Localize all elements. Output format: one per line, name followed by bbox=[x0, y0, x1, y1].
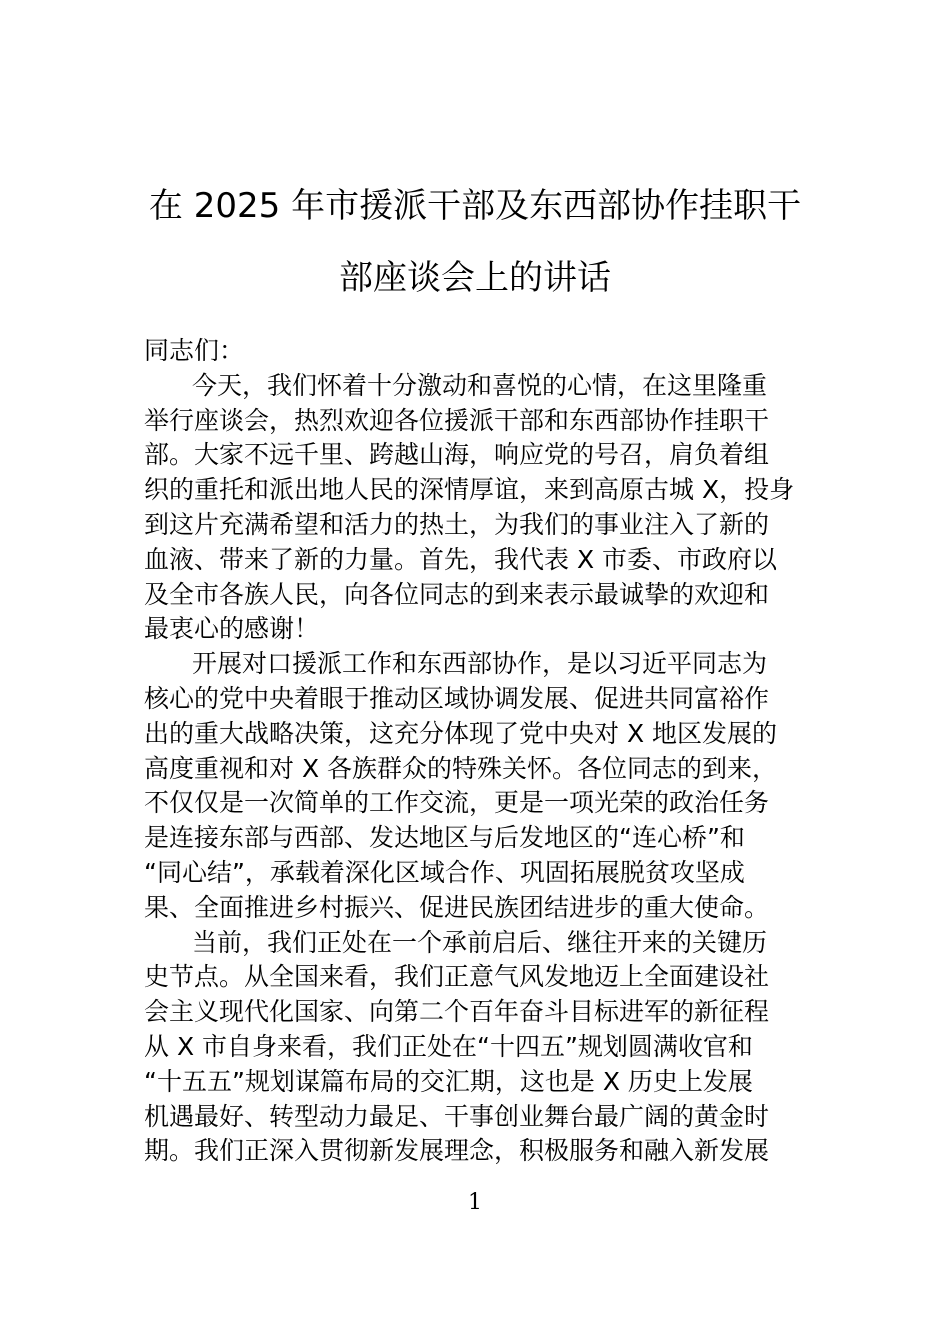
paragraph-3-line-3: 会主义现代化国家、向第二个百年奋斗目标进军的新征程 bbox=[144, 997, 770, 1027]
paragraph-2-line-1: 开展对口援派工作和东西部协作，是以习近平同志为 bbox=[192, 649, 768, 679]
document-body bbox=[144, 334, 809, 1169]
paragraph-2-line-5: 不仅仅是一次简单的工作交流，更是一项光荣的政治任务 bbox=[144, 788, 770, 818]
title-line-2: 部座谈会上的讲话 bbox=[339, 258, 611, 298]
paragraph-1-line-1: 今天，我们怀着十分激动和喜悦的心情，在这里隆重 bbox=[192, 370, 768, 400]
paragraph-1-line-2: 举行座谈会，热烈欢迎各位援派干部和东西部协作挂职干 bbox=[144, 405, 770, 435]
paragraph-1-line-5: 到这片充满希望和活力的热土，为我们的事业注入了新的 bbox=[144, 509, 770, 539]
paragraph-3-line-5: “十五五”规划谋篇布局的交汇期，这也是 X 历史上发展 bbox=[144, 1066, 753, 1096]
paragraph-3-line-2: 史节点。从全国来看，我们正意气风发地迈上全面建设社 bbox=[144, 962, 770, 992]
document-title bbox=[120, 170, 830, 314]
paragraph-3-line-7: 期。我们正深入贯彻新发展理念，积极服务和融入新发展 bbox=[144, 1136, 770, 1166]
salutation: 同志们： bbox=[144, 336, 245, 365]
paragraph-3-line-4: 从 X 市自身来看，我们正处在“十四五”规划圆满收官和 bbox=[144, 1031, 753, 1061]
title-line-1: 在 2025 年市援派干部及东西部协作挂职干 bbox=[148, 186, 802, 226]
paragraph-3-line-6: 机遇最好、转型动力最足、干事创业舞台最广阔的黄金时 bbox=[144, 1101, 770, 1131]
paragraph-3-line-1: 当前，我们正处在一个承前启后、继往开来的关键历 bbox=[192, 927, 768, 957]
paragraph-2-line-6: 是连接东部与西部、发达地区与后发地区的“连心桥”和 bbox=[144, 823, 745, 853]
paragraph-1-line-4: 织的重托和派出地人民的深情厚谊，来到高原古城 X，投身 bbox=[144, 475, 795, 505]
paragraph-2-line-8: 果、全面推进乡村振兴、促进民族团结进步的重大使命。 bbox=[144, 892, 770, 922]
paragraph-1-line-7: 及全市各族人民，向各位同志的到来表示最诚挚的欢迎和 bbox=[144, 579, 770, 609]
paragraph-1-line-8: 最衷心的感谢！ bbox=[144, 614, 320, 644]
paragraph-1-line-3: 部。大家不远千里、跨越山海，响应党的号召，肩负着组 bbox=[144, 440, 770, 470]
paragraph-2-line-4: 高度重视和对 X 各族群众的特殊关怀。各位同志的到来， bbox=[144, 753, 778, 783]
paragraph-2-line-2: 核心的党中央着眼于推动区域协调发展、促进共同富裕作 bbox=[144, 683, 770, 713]
paragraph-1-line-6: 血液、带来了新的力量。首先，我代表 X 市委、市政府以 bbox=[144, 544, 778, 574]
page-number: 1 bbox=[468, 1190, 482, 1215]
paragraph-2-line-7: “同心结”，承载着深化区域合作、巩固拓展脱贫攻坚成 bbox=[144, 857, 745, 887]
paragraph-2-line-3: 出的重大战略决策，这充分体现了党中央对 X 地区发展的 bbox=[144, 718, 778, 748]
